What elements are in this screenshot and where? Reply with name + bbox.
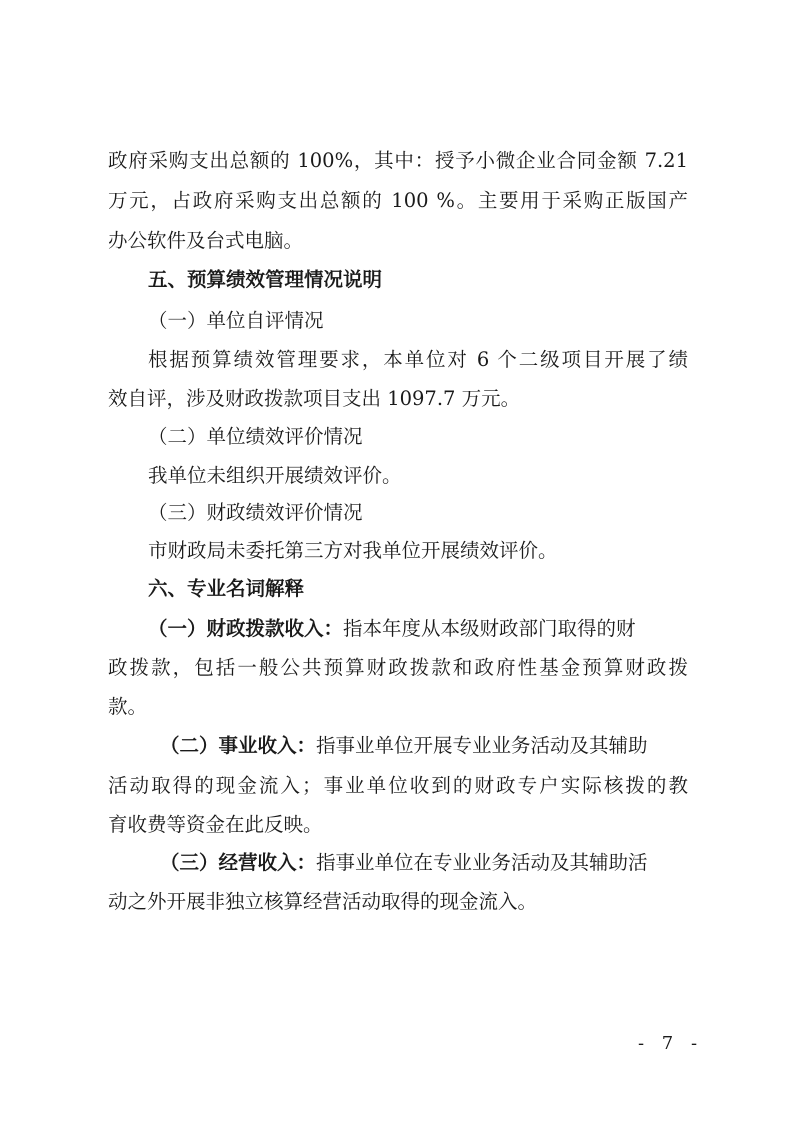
definition-line bbox=[148, 618, 636, 640]
paragraph-line: 我单位未组织开展绩效评价。 bbox=[148, 464, 402, 487]
definition-term: （一）财政拨款收入： bbox=[148, 617, 344, 640]
paragraph-line: 政拨款，包括一般公共预算财政拨款和政府性基金预算财政拨 bbox=[108, 656, 688, 679]
definition-line bbox=[160, 735, 648, 757]
paragraph-line: 市财政局未委托第三方对我单位开展绩效评价。 bbox=[148, 539, 558, 562]
subsection-heading: （三）财政绩效评价情况 bbox=[148, 501, 363, 524]
paragraph-line: 办公软件及台式电脑。 bbox=[108, 229, 304, 252]
paragraph-line: 根据预算绩效管理要求，本单位对 6 个二级项目开展了绩 bbox=[148, 348, 688, 371]
paragraph-line: 款。 bbox=[108, 695, 148, 718]
paragraph-line: 政府采购支出总额的 100%，其中：授予小微企业合同金额 7.21 bbox=[108, 149, 688, 172]
paragraph-line: 育收费等资金在此反映。 bbox=[108, 813, 323, 836]
subsection-heading: （一）单位自评情况 bbox=[148, 309, 324, 332]
paragraph-line: 活动取得的现金流入；事业单位收到的财政专户实际核拨的教 bbox=[108, 774, 688, 797]
definition-line bbox=[160, 852, 648, 874]
section-heading: 五、预算绩效管理情况说明 bbox=[148, 268, 383, 291]
subsection-heading: （二）单位绩效评价情况 bbox=[148, 425, 363, 448]
definition-text: 指本年度从本级财政部门取得的财 bbox=[343, 617, 636, 640]
definition-text: 指事业单位在专业业务活动及其辅助活 bbox=[316, 851, 648, 874]
definition-term: （二）事业收入： bbox=[160, 734, 317, 757]
page-number: - 7 - bbox=[638, 1033, 704, 1054]
paragraph-line: 效自评，涉及财政拨款项目支出 1097.7 万元。 bbox=[108, 387, 521, 410]
paragraph-line: 动之外开展非独立核算经营活动取得的现金流入。 bbox=[108, 890, 538, 913]
section-heading: 六、专业名词解释 bbox=[148, 577, 305, 600]
definition-text: 指事业单位开展专业业务活动及其辅助 bbox=[316, 734, 648, 757]
definition-term: （三）经营收入： bbox=[160, 851, 317, 874]
paragraph-line: 万元，占政府采购支出总额的 100 %。主要用于采购正版国产 bbox=[108, 189, 688, 212]
